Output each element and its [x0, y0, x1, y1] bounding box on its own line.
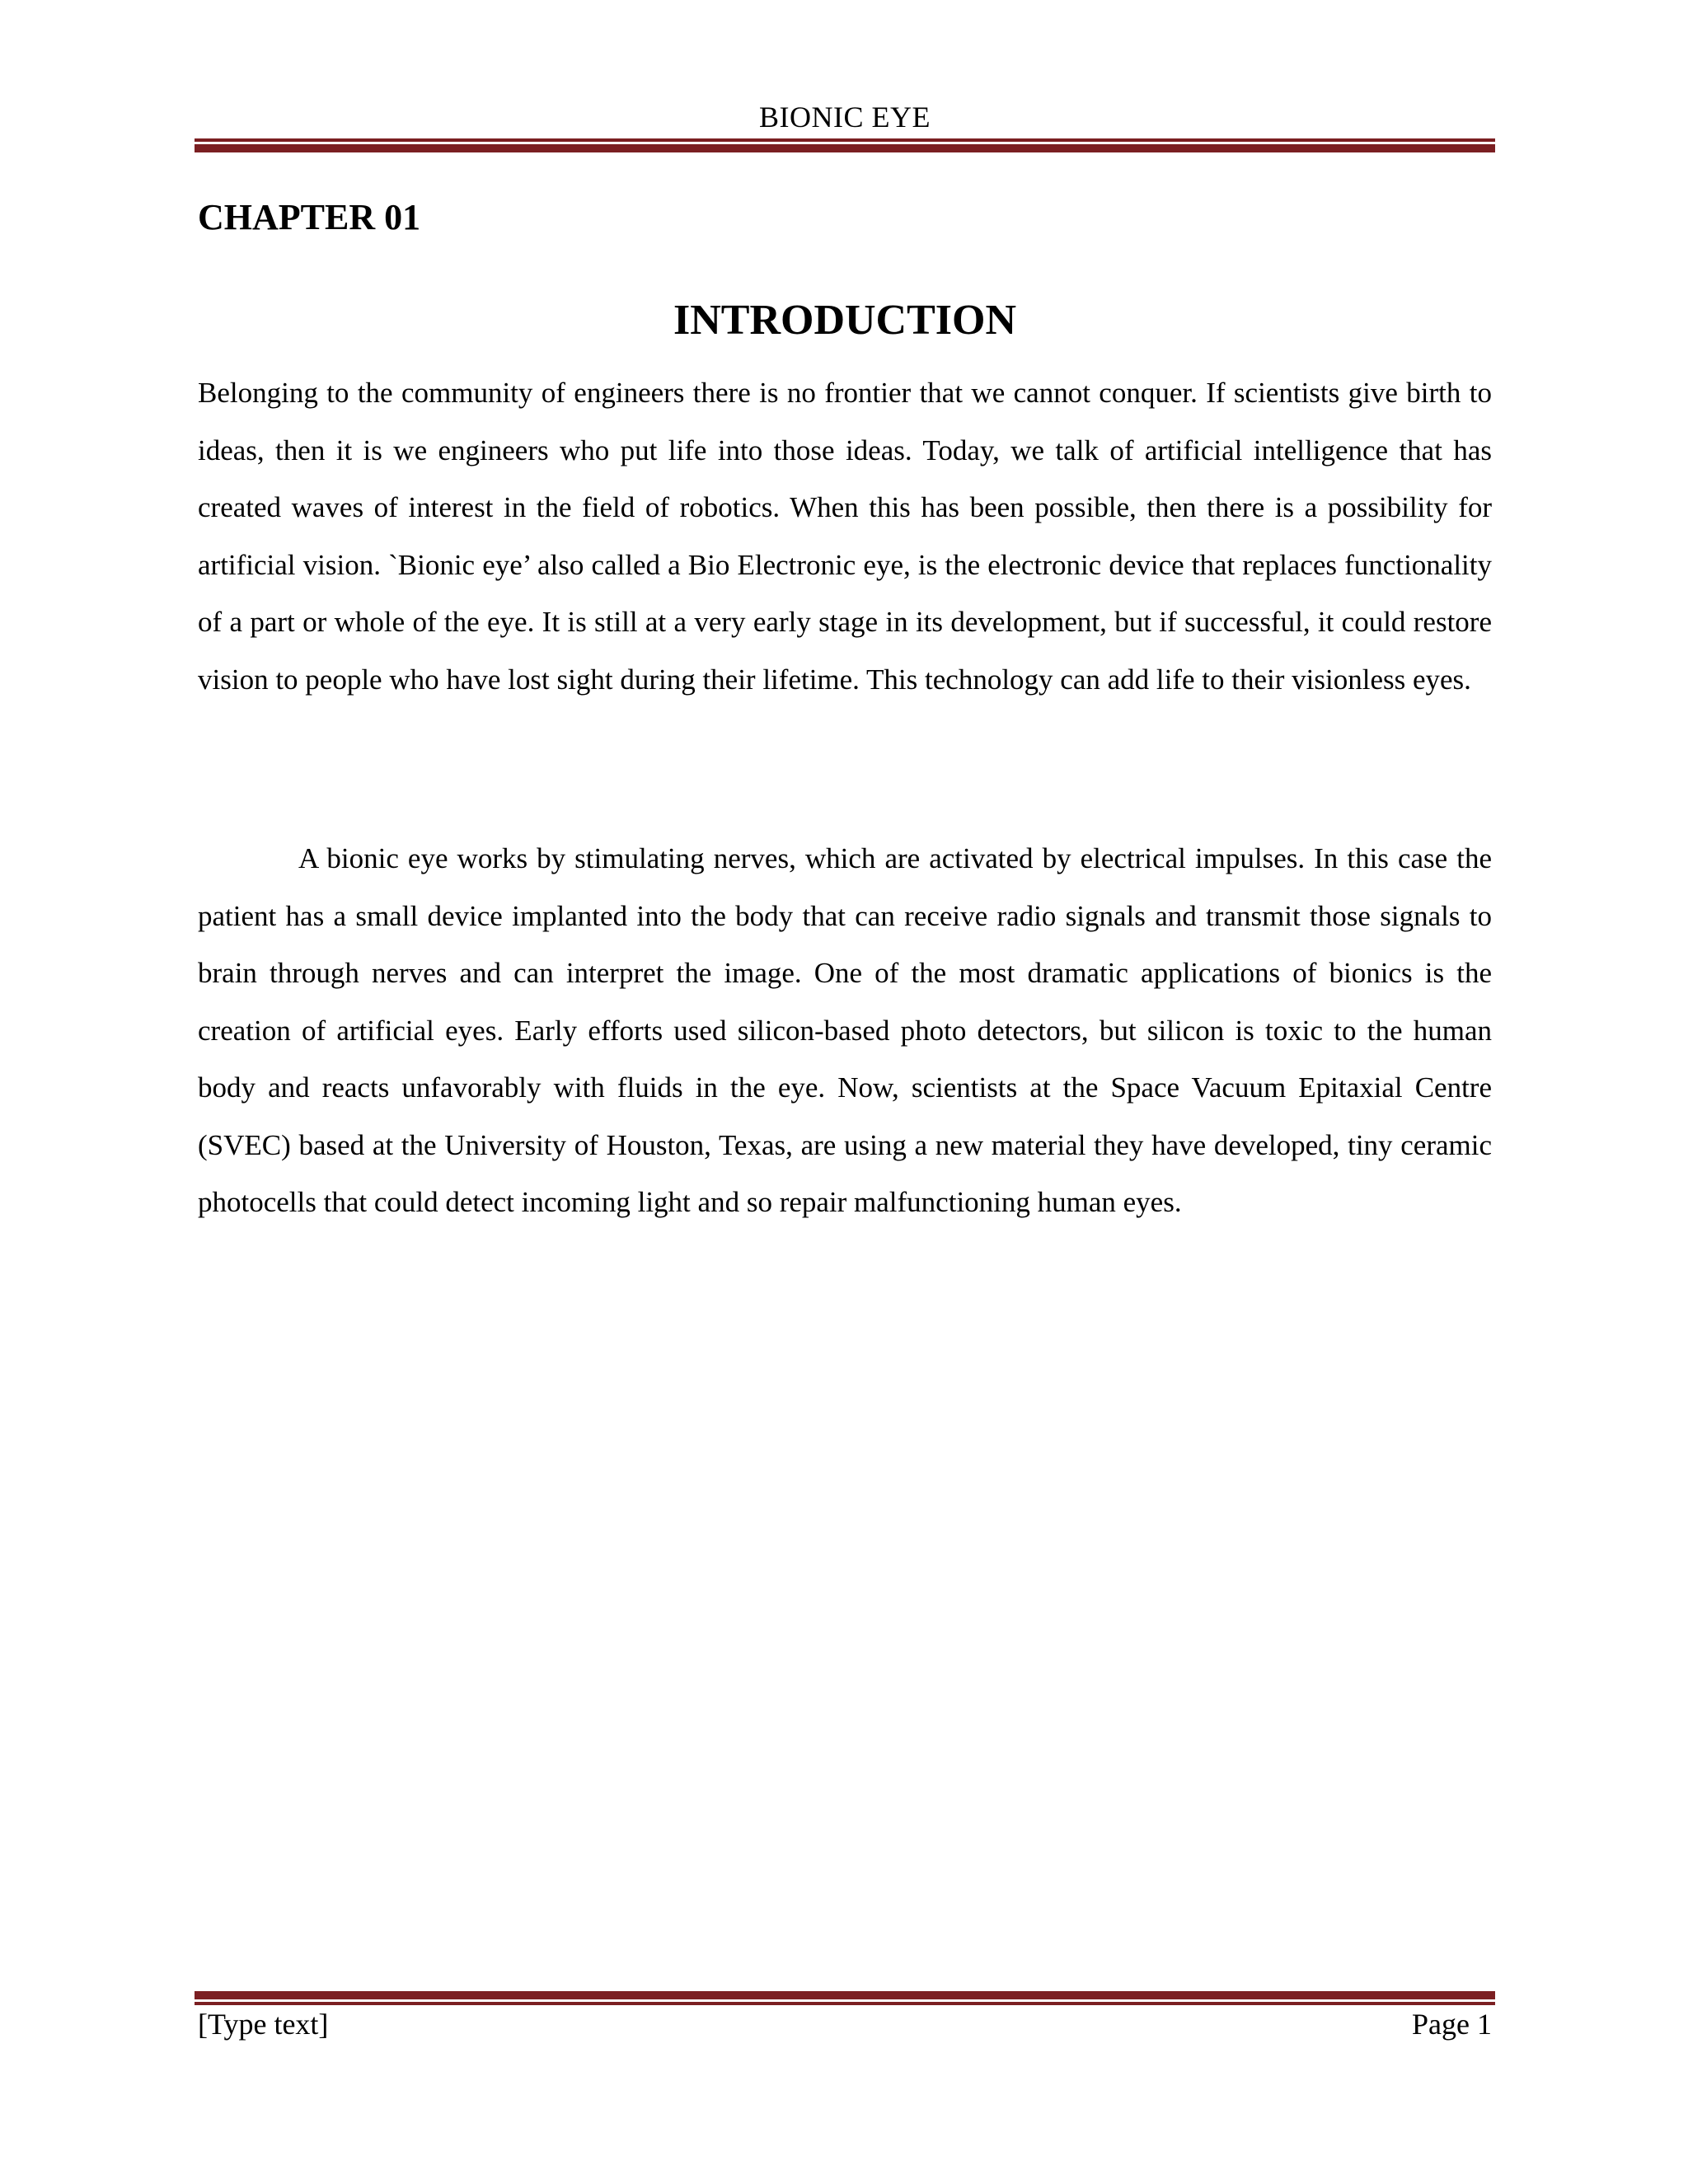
page-number: Page 1 [1412, 2008, 1492, 2041]
section-title: INTRODUCTION [673, 297, 1017, 344]
body-paragraph-2: A bionic eye works by stimulating nerves, which are activated by electrical impulses. In this case the patient has a small device implanted into the body that can receive radio signals and transmit those signals to brain through nerves and can interpret the image. One of the most dramatic applications of bionics is the creation of artificial eyes. Early efforts used silicon-based photo detectors, but silicon is toxic to the human body and reacts unfavorably with fluids in the eye. Now, scientists at the Space Vacuum Epitaxial Centre (SVEC) based at the University of Houston, Texas, are using a new material they have developed, tiny ceramic photocells that could detect incoming light and so repair malfunctioning human eyes. [198, 842, 1492, 1218]
body-paragraph-1: Belonging to the community of engineers there is no frontier that we cannot conquer. If scientists give birth to ideas, then it is we engineers who put life into those ideas. Today, we talk of artificial intelligence that has created waves of interest in the field of robotics. When this has been possible, then there is a possibility for artificial vision. `Bionic eye’ also called a Bio Electronic eye, is the electronic device that replaces functionality of a part or whole of the eye. It is still at a very early stage in its development, but if successful, it could restore vision to people who have lost sight during their lifetime. This technology can add life to their visionless eyes. [198, 377, 1492, 696]
header-rule-thick-line [195, 144, 1495, 152]
running-header-title: BIONIC EYE [759, 101, 931, 134]
footer-rule [195, 1991, 1495, 2005]
chapter-label: CHAPTER 01 [198, 197, 421, 237]
header-rule [195, 138, 1495, 152]
footer-placeholder-text: [Type text] [198, 2008, 329, 2041]
footer-rule-thin-line [195, 2002, 1495, 2005]
footer-rule-thick-line [195, 1991, 1495, 1999]
